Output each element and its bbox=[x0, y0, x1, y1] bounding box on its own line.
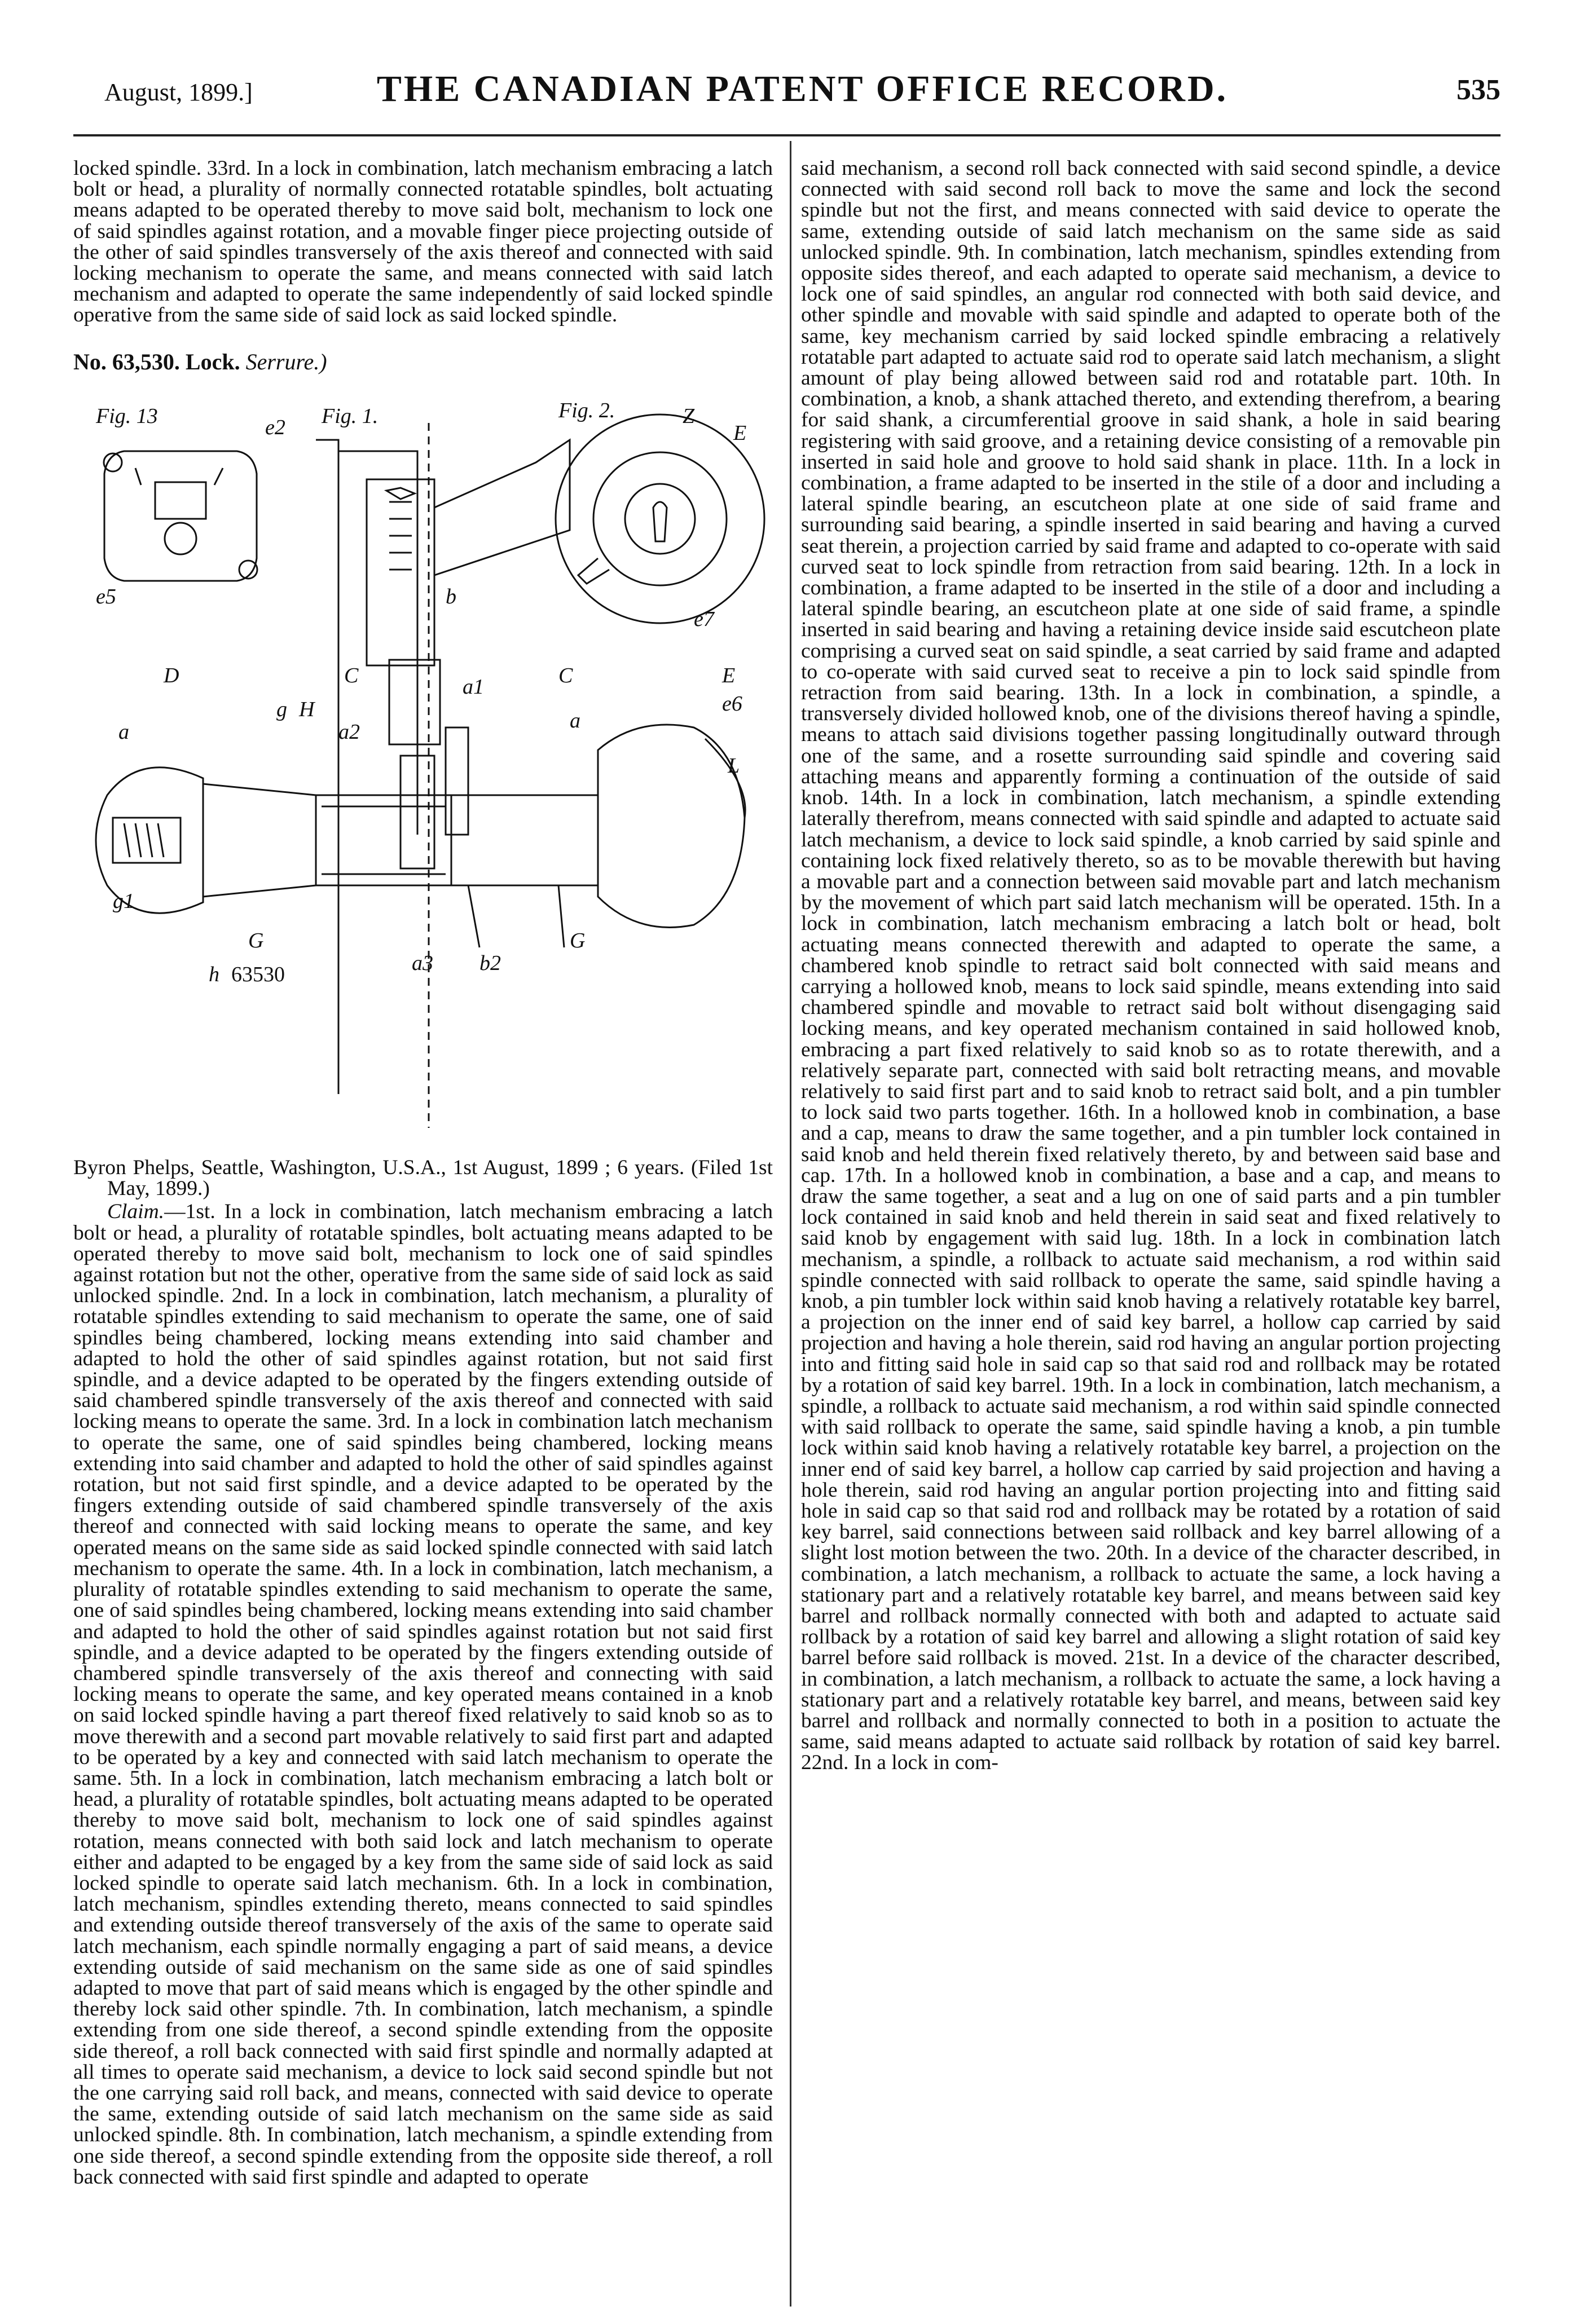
claim-continuation-text: locked spindle. 33rd. In a lock in combination, latch mechanism embracing a latch bolt or head, a plurality of normally connected rotatable spindles, bolt actuating means adapted to be operated thereby to move said bolt, mechanism to lock one of said spindles against rotation, and a movable finger piece projecting outside of the other of said spindles transversely of the axis thereof and connected with said locking mechanism to operate the same, and means connected with said latch mechanism and adapted to operate the same independently of said locked spindle operative from the same side of said lock as said locked spindle. bbox=[73, 157, 773, 327]
label-g1: g1 bbox=[113, 889, 134, 913]
claims-label: Claim. bbox=[107, 1200, 165, 1224]
label-e2: e2 bbox=[265, 415, 285, 439]
label-a2: a2 bbox=[338, 720, 360, 744]
claims-continuation: said mechanism, a second roll back connected with said second spindle, a device connected with said second roll back to move the same and lock the second spindle but not the first, and means connected with said device to operate the same, extending outside of said latch mechanism on the same side as said unlocked spindle. 9th. In combination, latch mechanism, spindles extending from opposite sides thereof, and each adapted to operate said mechanism, a device to lock one of said spindles, an angular rod connected with both said device, and other spindle and movable with said spindle and adapted to operate both of the same, key mechanism carried by said locked spindle embracing a relatively rotatable part adapted to actuate said rod to operate said latch mechanism, a slight amount of play being allowed between said rod and rotatable part. 10th. In combination, a knob, a shank attached thereto, and extending therefrom, a bearing for said shank, a circumferential groove in said shank, a hole in said bearing registering with said groove, and a retaining device consisting of a removable pin inserted in said hole and groove to hold said shank in place. 11th. In a lock in combination, a frame adapted to be inserted in the stile of a door and including a lateral spindle bearing, an escutcheon plate at one side of said frame and surrounding said bearing, a spindle inserted in said bearing and having a curved seat therein, a projection carried by said frame and adapted to co-operate with said curved seat to lock spindle from retraction from said bearing. 12th. In a lock in combination, a frame adapted to be inserted in the stile of a door and including a lateral spindle bearing, an escutcheon plate at one side of said frame, a spindle inserted in said bearing and having a retaining device inside said escutcheon plate comprising a curved seat on said spindle, a seat carried by said frame and adapted to co-operate with said curved seat to receive a pin to lock said spindle from retraction from said bearing. 13th. In a lock in combination, a spindle, a transversely divided hollowed knob, one of the divisions thereof having a spindle, means to attach said divisions together passing longitudinally outward through one of the same, and a rosette surrounding said spindle and covering said attaching means and apparently forming a continuation of the outside of said knob. 14th. In a lock in combination, latch mechanism, a spindle extending laterally therefrom, means connected with said spindle and adapted to actuate said latch mechanism, a device to lock said spindle, a knob carried by said spinle and containing lock fixed relatively thereto, so as to be movable therewith but having a movable part and a connection between said movable part and latch mechanism by the movement of which part said latch mechanism will be operated. 15th. In a lock in combination, latch mechanism embracing a latch bolt or head, bolt actuating means connected therewith and adapted to operate the same, a chambered knob spindle to retract said bolt connected with said means and carrying a hollowed knob, means to lock said spindle, means extending into said chambered spindle and movable to retract said bolt without disengaging said locking means, and key operated mechanism contained in said hollowed knob, embracing a part fixed relatively to said knob so as to rotate therewith, and a relatively separate part, connected with said bolt retracting means, and movable relatively to said first part and to said knob to retract said bolt, and a pin tumbler to lock said two parts together. 16th. In a hollowed knob in combination, a base and a cap, means to draw the same together, and a pin tumbler lock contained in said knob and held therein fixed relatively thereto, by and between said base and cap. 17th. In a hollowed knob in combination, a base and a cap, and means to draw the same together, a seat and a lug on one of said parts and a pin tumbler lock contained in said knob and held therein in said seat and fixed relatively to said knob by engagement with said lug. 18th. In a lock in combination latch mechanism, a spindle, a rollback to actuate said mechanism, a rod within said spindle connected with said rollback to operate the same, said spindle having a knob, a pin tumbler lock within said knob having a relatively rotatable key barrel, a projection on the inner end of said key barrel, a hollow cap carried by said projection and having a hole therein, said rod having an angular portion projecting into and fitting said hole in said cap so that said rod and rollback may be rotated by a rotation of said key barrel. 19th. In a lock in combination, latch mechanism, a spindle, a rollback to actuate said mechanism, a rod within said spindle connected with said rollback to operate the same, said spindle having a knob, a pin tumble lock within said knob having a relatively rotatable key barrel, a projection on the inner end of said key barrel, a hollow cap carried by said projection and having a hole therein, said rod having an angular portion projecting into and fitting said hole in said cap so that said rod and rollback may be rotated by a rotation of said key barrel, said connections between said rollback and key barrel allowing of a slight lost motion between the two. 20th. In a device of the character described, in combination, a latch mechanism, a rollback to actuate the same, a lock having a stationary part and a relatively rotatable key barrel, and means between said key barrel and rollback normally connected with both and adapted to actuate said rollback by a rotation of said key barrel and allowing a slight rotation of said key barrel before said rollback is moved. 21st. In a device of the character described, in combination, a latch mechanism, a rollback to actuate the same, a lock having a stationary part and a relatively rotatable key barrel, and means, between said key barrel and rollback and normally connected to both in a position to actuate the same, said means adapted to actuate said rollback by rotation of said key barrel. 22nd. In a lock in com- bbox=[801, 157, 1501, 1775]
label-C-left: C bbox=[344, 663, 359, 687]
fig1-section bbox=[316, 423, 570, 1128]
fig2-escutcheon bbox=[556, 414, 764, 623]
drawing-patent-number: 63530 bbox=[231, 962, 285, 986]
label-D: D bbox=[164, 663, 179, 687]
label-Z: Z bbox=[683, 404, 695, 428]
patent-french-title: Serrure.) bbox=[245, 349, 327, 374]
page-number: 535 bbox=[1457, 74, 1501, 106]
inventor-line: Byron Phelps, Seattle, Washington, U.S.A., 1st August, 1899 ; 6 years. (Filed 1st May, 1899.) bbox=[73, 1156, 773, 1201]
label-g: g bbox=[276, 697, 287, 721]
assembled-knob-spindle bbox=[96, 725, 745, 947]
label-G-right: G bbox=[570, 928, 586, 952]
fig2-label: Fig. 2. bbox=[558, 398, 615, 422]
label-C-right: C bbox=[558, 663, 573, 687]
label-a-left: a bbox=[118, 720, 129, 744]
label-a3: a3 bbox=[412, 951, 433, 975]
claims-paragraph bbox=[73, 1201, 773, 2188]
label-b2: b2 bbox=[479, 951, 501, 975]
patent-drawing bbox=[73, 389, 773, 1134]
label-G-left: G bbox=[248, 928, 264, 952]
left-column bbox=[73, 158, 773, 2188]
fig1-label: Fig. 1. bbox=[322, 404, 379, 428]
fig13-escutcheon bbox=[104, 451, 257, 581]
label-e6: e6 bbox=[722, 691, 742, 716]
header-rule bbox=[73, 134, 1501, 136]
label-L: L bbox=[728, 753, 740, 778]
label-e5: e5 bbox=[96, 584, 116, 608]
label-E-top: E bbox=[733, 421, 747, 445]
patent-number-title: No. 63,530. Lock. bbox=[73, 349, 240, 374]
label-a1: a1 bbox=[463, 674, 484, 699]
publication-title: THE CANADIAN PATENT OFFICE RECORD. bbox=[376, 68, 1229, 109]
label-a-knob: a bbox=[570, 708, 580, 733]
claims-text: —1st. In a lock in combination, latch mechanism embracing a latch bolt or head, a plurality of rotatable spindles, bolt actuating means adapted to be operated thereby to move said bolt, mechanism to lock one of said spindles against rotation but not the other, operative from the same side of said lock as said unlocked spindle. 2nd. In a lock in combination, latch mechanism, a plurality of rotatable spindles extending to said mechanism to operate the same, one of said spindles being chambered, locking means extending into said chamber and adapted to hold the other of said spindles against rotation, but not said first spindle, and a device adapted to be operated by the fingers extending outside of said chambered spindle transversely of the axis thereof and connected with said locking means to operate the same. 3rd. In a lock in combination latch mechanism to operate the same, one of said spindles being chambered, locking means extending into said chamber and adapted to hold the other of said spindles against rotation, but not said first spindle, and a device adapted to be operated by the fingers extending outside of said chambered spindle transversely of the axis thereof and connected with said locking means to operate the same, and key operated means on the same side as said locked spindle connected with said latch mechanism to operate the same. 4th. In a lock in combination, latch mechanism, a plurality of rotatable spindles extending to said mechanism to operate the same, one of said spindles being chambered, locking means extending into said chamber and adapted to hold the other of said spindles against rotation but not said first spindle, and a device adapted to be operated by the fingers extending outside of chambered spindle transversely of the axis thereof and connecting with said locking means to operate the same, and key operated means contained in a knob on said locked spindle having a part thereof fixed relatively to said knob so as to move therewith and a second part movable relatively to said first part and adapted to be operated by a key and connected with said latch mechanism to operate the same. 5th. In a lock in combination, latch mechanism embracing a latch bolt or head, a plurality of rotatable spindles, bolt actuating means adapted to be operated thereby to move said bolt, mechanism to lock one of said spindles against rotation, means connected with both said lock and latch mechanism to operate either and adapted to be engaged by a key from the same side of said lock as said locked spindle to operate said latch mechanism. 6th. In a lock in combination, latch mechanism, spindles extending thereto, means connected to said spindles and extending outside thereof transversely of the axis of the same to operate said latch mechanism, each spindle normally engaging a part of said means, a device extending outside of said mechanism on the same side as one of said spindles adapted to move that part of said means which is engaged by the other spindle and thereby lock said other spindle. 7th. In combination, latch mechanism, a spindle extending from one side thereof, a second spindle extending from the opposite side thereof, a roll back connected with said first spindle and normally adapted at all times to operate said mechanism, a device to lock said second spindle but not the one carrying said roll back, and means, connected with said device to operate the same, extending outside of said latch mechanism on the same side as said unlocked spindle. 8th. In combination, latch mechanism, a spindle extending from one side thereof, a second spindle extending from the opposite side thereof, a roll back connected with said first spindle and adapted to operate bbox=[73, 1200, 773, 2189]
label-E-right: E bbox=[722, 663, 736, 687]
fig13-label: Fig. 13 bbox=[96, 404, 158, 428]
label-H: H bbox=[299, 697, 315, 721]
patent-heading bbox=[73, 351, 773, 372]
label-h: h bbox=[209, 962, 219, 986]
issue-date: August, 1899.] bbox=[104, 78, 253, 106]
column-divider bbox=[790, 141, 791, 2307]
page-header bbox=[104, 68, 1501, 118]
right-column bbox=[801, 158, 1501, 1774]
label-b: b bbox=[446, 584, 456, 608]
label-e7: e7 bbox=[694, 607, 714, 631]
